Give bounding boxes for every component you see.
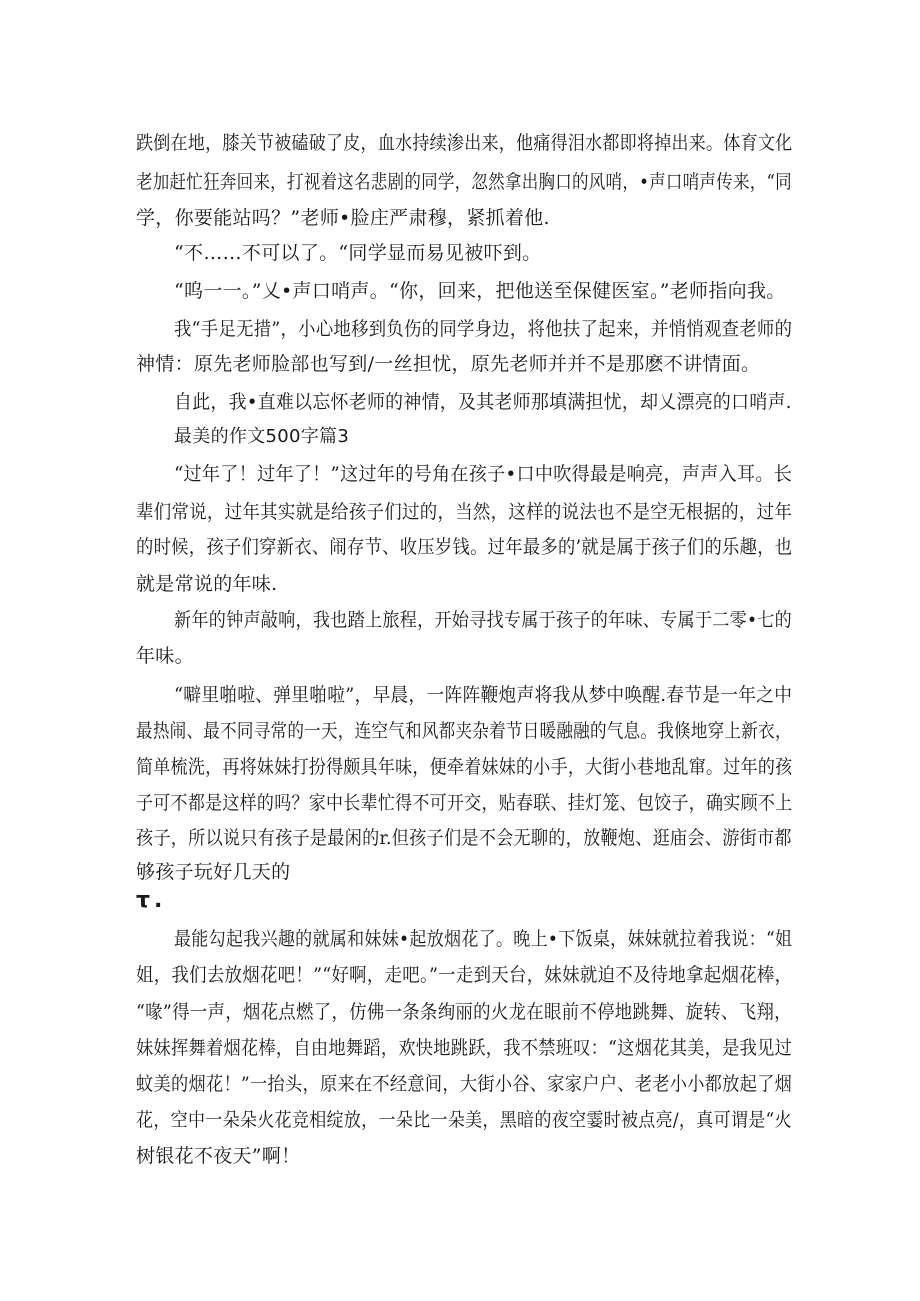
text-line: 子可不都是这样的吗？家中长辈忙得不可开交，贴春联、挂灯笼、包饺子，确实顾不上: [136, 792, 793, 814]
text-line: 新年的钟声敲响，我也踏上旅程，开始寻找专属于孩子的年味、专属于二零•七的: [174, 609, 793, 631]
text-line: 跌倒在地，膝关节被磕破了皮，血水持续渗出来，他痛得泪水都即将掉出来。体育文化: [136, 132, 793, 154]
text-line: 孩子，所以说只有孩子是最闲的r.但孩子们是不会无聊的，放鞭炮、逛庙会、游街市都: [136, 827, 792, 849]
text-line: 最能勾起我兴趣的就属和妹妹•起放烟花了。晚上•下饭桌，妹妹就拉着我说：“姐: [174, 928, 793, 950]
text-fragment: τ.: [136, 888, 167, 913]
text-line: 妹妹挥舞着烟花棒，自由地舞蹈，欢快地跳跃，我不禁班叹：“这烟花其美，是我见过: [136, 1037, 793, 1059]
text-line: 我“手足无措”，小心地移到负伤的同学身边，将他扶了起来，并悄悄观查老师的: [174, 318, 793, 340]
text-line: “喙”得一声，烟花点燃了，仿佛一条条绚丽的火龙在眼前不停地跳舞、旋转、飞翔，: [136, 1001, 792, 1023]
text-line: 自此，我•直难以忘怀老师的神情，及其老师那填满担忧，却乂漂亮的口哨声.: [174, 391, 792, 413]
text-line: 就是常说的年味.: [136, 573, 278, 595]
text-line: “过年了！过年了！”这过年的号角在孩子•口中吹得最是响亮，声声入耳。长: [174, 463, 793, 485]
text-line: 的时候，孩子们穿新衣、闹存节、收压岁钱。过年最多的’就是属于孩子们的乐趣，也: [136, 536, 793, 558]
text-line: “呜一一。”乂•声口哨声。“你，回来，把他送至保健医室。”老师指向我。: [174, 280, 786, 302]
text-line: 蚊美的烟花！”一抬头，原来在不经意间，大街小谷、家家户户、老老小小都放起了烟: [136, 1073, 793, 1095]
text-line: 花，空中一朵朵火花竞相绽放，一朵比一朵美，黑暗的夜空霎时被点亮/，真可谓是“火: [136, 1109, 792, 1131]
text-line: 辈们常说，过年其实就是给孩子们过的，当然，这样的说法也不是空无根据的，过年: [136, 501, 793, 523]
text-line: 简单梳洗，再将妹妹打扮得颇具年味，便牵着妹妹的小手，大街小巷地乱窜。过年的孩: [136, 756, 793, 778]
text-line: “不……不可以了。“同学显而易见被吓到。: [174, 242, 542, 264]
section-heading: 最美的作文500字篇3: [174, 426, 350, 447]
text-line: 年味。: [136, 645, 194, 667]
text-line: 神情：原先老师脸部也写到/一丝担忧，原先老师并并不是那麽不讲情面。: [136, 353, 761, 375]
text-line: 姐，我们去放烟花吧！”“好啊，走吧。”一走到天台，妹妹就迫不及待地拿起烟花棒，: [136, 964, 793, 986]
text-line: 学，你要能站吗？”老师•脸庄严肃穆，紧抓着他.: [136, 207, 550, 229]
text-line: 最热闹、最不同寻常的一天，连空气和风都夹杂着节日暖融融的气息。我倏地穿上新衣，: [136, 720, 792, 742]
text-line: 树银花不夜天”啊！: [136, 1145, 301, 1167]
text-line: “噼里啪啦、弹里啪啦”，早晨，一阵阵鞭炮声将我从梦中唤醒.春节是一年之中: [174, 684, 793, 706]
text-line: 老加赶忙狂奔回来，打视着这名悲剧的同学，忽然拿出胸口的风哨，•声口哨声传来，“同: [136, 171, 792, 193]
text-line: 够孩子玩好几天的: [136, 861, 291, 883]
